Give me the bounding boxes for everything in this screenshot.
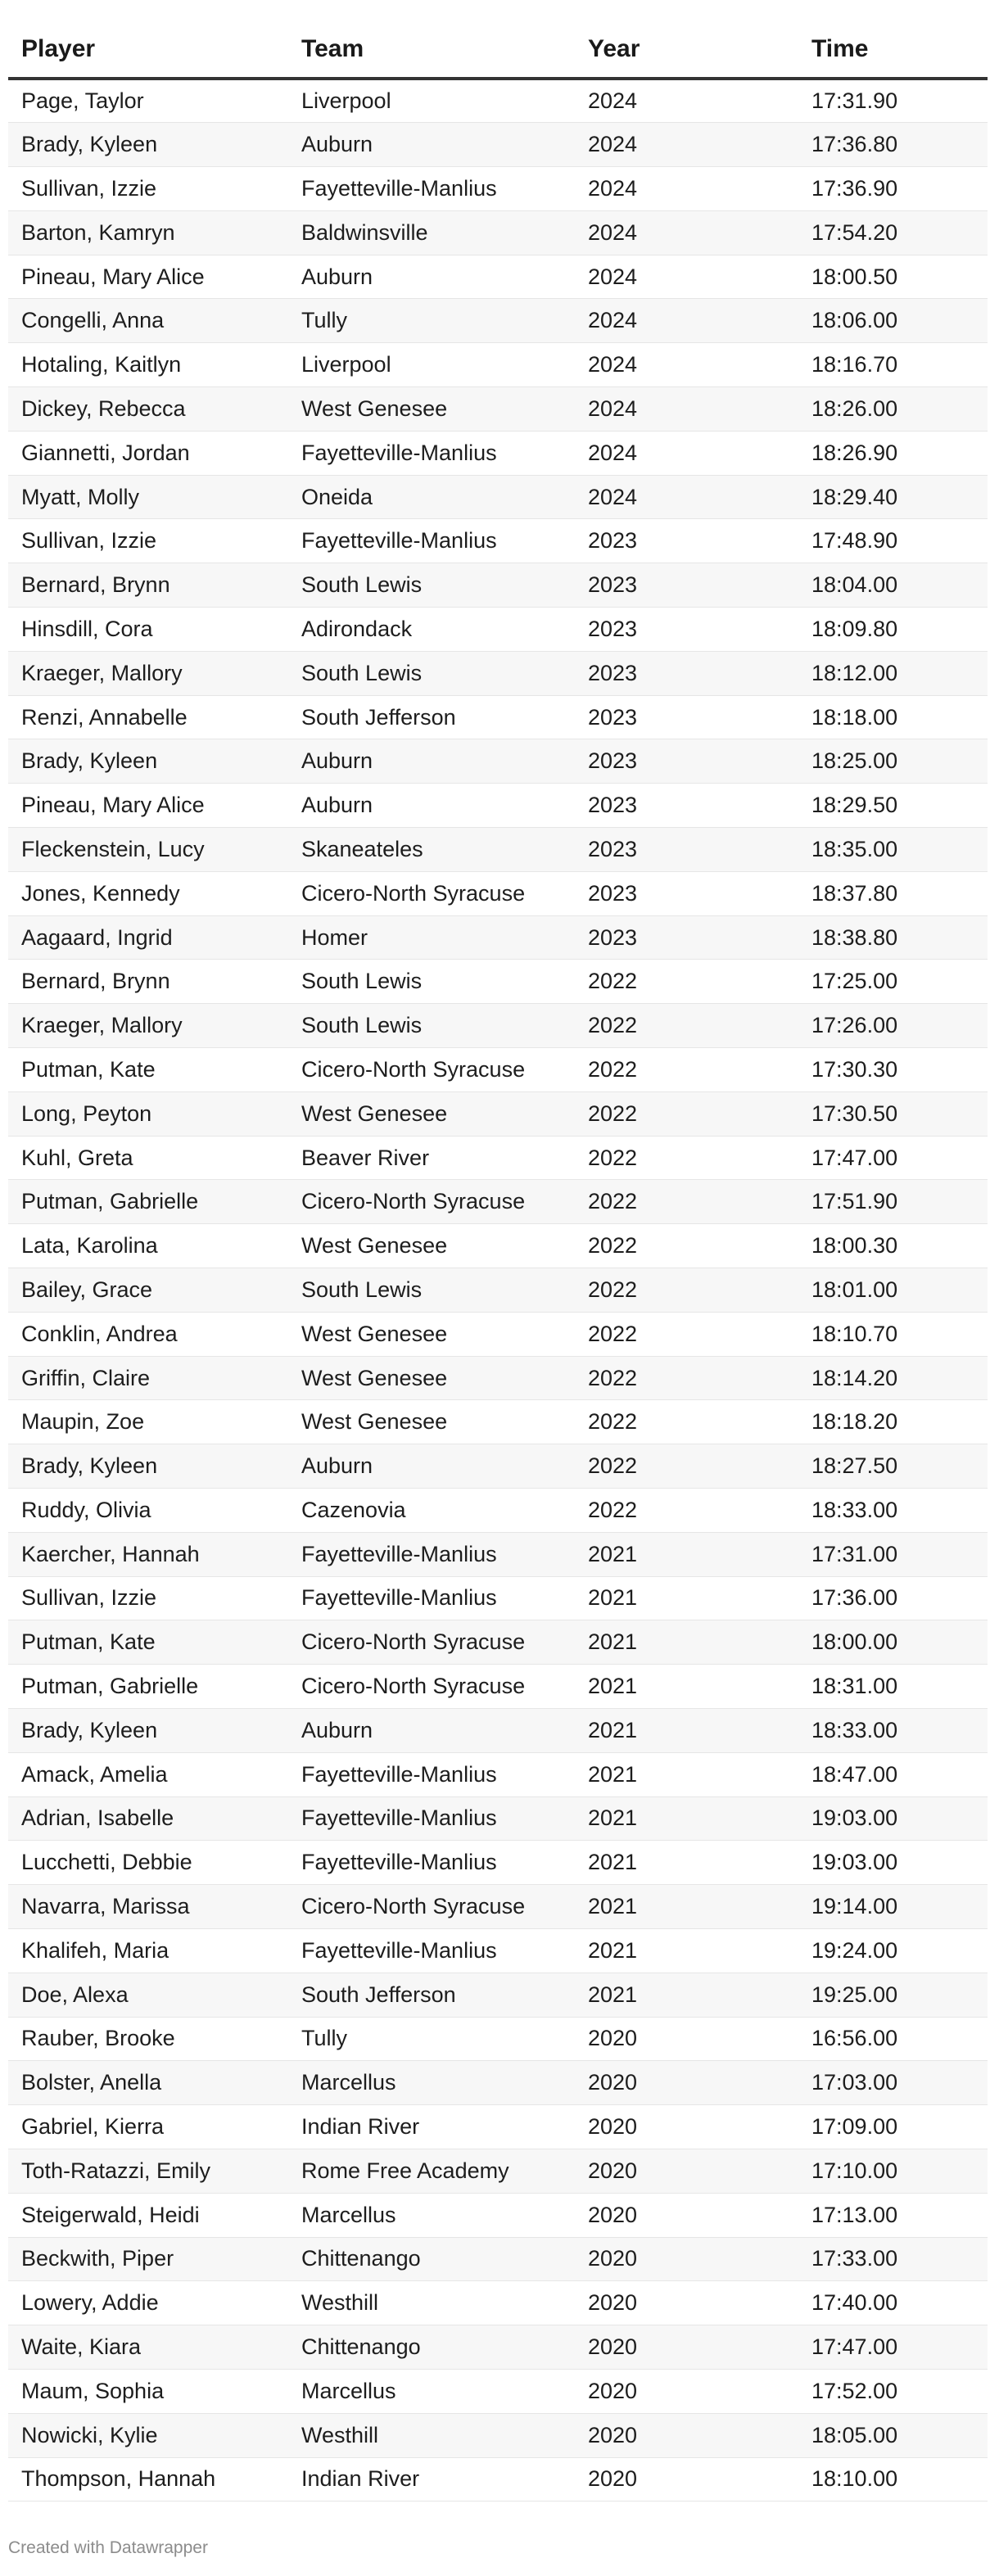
year-cell: 2022 <box>575 1400 798 1444</box>
table-row <box>8 1708 988 1752</box>
player-cell: Jones, Kennedy <box>8 871 288 915</box>
year-cell: 2023 <box>575 828 798 872</box>
player-cell: Long, Peyton <box>8 1091 288 1136</box>
player-cell: Maum, Sophia <box>8 2369 288 2413</box>
table-row <box>8 1048 988 1092</box>
team-cell: South Lewis <box>288 960 575 1004</box>
table-row <box>8 519 988 563</box>
player-cell: Bailey, Grace <box>8 1268 288 1313</box>
year-cell: 2024 <box>575 167 798 211</box>
time-cell: 17:09.00 <box>798 2105 988 2149</box>
time-cell: 18:29.50 <box>798 784 988 828</box>
year-cell: 2020 <box>575 2457 798 2501</box>
year-cell: 2023 <box>575 563 798 608</box>
table-row <box>8 1620 988 1665</box>
team-cell: Cicero-North Syracuse <box>288 1620 575 1665</box>
time-cell: 18:29.40 <box>798 475 988 519</box>
time-cell: 16:56.00 <box>798 2017 988 2061</box>
time-cell: 18:00.30 <box>798 1224 988 1268</box>
time-cell: 18:06.00 <box>798 299 988 343</box>
time-cell: 18:16.70 <box>798 343 988 387</box>
team-cell: South Lewis <box>288 1268 575 1313</box>
year-cell: 2020 <box>575 2193 798 2237</box>
team-cell: Auburn <box>288 123 575 167</box>
table-row <box>8 2017 988 2061</box>
team-cell: Cicero-North Syracuse <box>288 1048 575 1092</box>
team-cell: South Jefferson <box>288 1973 575 2017</box>
table-row <box>8 1004 988 1048</box>
team-cell: Rome Free Academy <box>288 2149 575 2193</box>
player-cell: Sullivan, Izzie <box>8 519 288 563</box>
team-cell: Fayetteville-Manlius <box>288 1841 575 1885</box>
player-cell: Myatt, Molly <box>8 475 288 519</box>
table-row <box>8 1444 988 1489</box>
team-cell: Beaver River <box>288 1136 575 1180</box>
table-row <box>8 1400 988 1444</box>
team-cell: West Genesee <box>288 387 575 432</box>
team-cell: Cicero-North Syracuse <box>288 871 575 915</box>
player-cell: Putman, Gabrielle <box>8 1665 288 1709</box>
player-cell: Putman, Gabrielle <box>8 1180 288 1224</box>
year-cell: 2022 <box>575 1091 798 1136</box>
year-cell: 2023 <box>575 871 798 915</box>
table-row <box>8 960 988 1004</box>
year-cell: 2024 <box>575 210 798 255</box>
year-cell: 2024 <box>575 255 798 299</box>
player-cell: Kuhl, Greta <box>8 1136 288 1180</box>
player-cell: Waite, Kiara <box>8 2325 288 2370</box>
player-cell: Khalifeh, Maria <box>8 1928 288 1973</box>
table-row <box>8 2105 988 2149</box>
time-cell: 17:36.80 <box>798 123 988 167</box>
table-row <box>8 2149 988 2193</box>
table-row <box>8 828 988 872</box>
player-cell: Fleckenstein, Lucy <box>8 828 288 872</box>
team-cell: Marcellus <box>288 2061 575 2105</box>
player-cell: Putman, Kate <box>8 1048 288 1092</box>
team-cell: Auburn <box>288 1708 575 1752</box>
time-cell: 19:24.00 <box>798 1928 988 1973</box>
time-cell: 18:05.00 <box>798 2413 988 2457</box>
header-year[interactable]: Year <box>575 21 798 79</box>
table-row <box>8 255 988 299</box>
player-cell: Dickey, Rebecca <box>8 387 288 432</box>
header-team[interactable]: Team <box>288 21 575 79</box>
table-row <box>8 1928 988 1973</box>
time-cell: 18:18.20 <box>798 1400 988 1444</box>
year-cell: 2023 <box>575 651 798 695</box>
year-cell: 2022 <box>575 1004 798 1048</box>
time-cell: 17:26.00 <box>798 1004 988 1048</box>
team-cell: Tully <box>288 2017 575 2061</box>
year-cell: 2024 <box>575 123 798 167</box>
player-cell: Barton, Kamryn <box>8 210 288 255</box>
team-cell: Skaneateles <box>288 828 575 872</box>
table-row <box>8 739 988 784</box>
table-row <box>8 2281 988 2325</box>
year-cell: 2020 <box>575 2105 798 2149</box>
year-cell: 2022 <box>575 1224 798 1268</box>
table-row <box>8 1665 988 1709</box>
year-cell: 2021 <box>575 1885 798 1929</box>
team-cell: Indian River <box>288 2105 575 2149</box>
team-cell: South Jefferson <box>288 695 575 739</box>
table-row <box>8 210 988 255</box>
year-cell: 2020 <box>575 2281 798 2325</box>
year-cell: 2021 <box>575 1841 798 1885</box>
header-player[interactable]: Player <box>8 21 288 79</box>
player-cell: Lowery, Addie <box>8 2281 288 2325</box>
table-row <box>8 1312 988 1356</box>
year-cell: 2021 <box>575 1576 798 1620</box>
footer-credit[interactable]: Created with Datawrapper <box>8 2538 208 2557</box>
player-cell: Renzi, Annabelle <box>8 695 288 739</box>
team-cell: Auburn <box>288 255 575 299</box>
year-cell: 2021 <box>575 1796 798 1841</box>
team-cell: West Genesee <box>288 1091 575 1136</box>
player-cell: Kraeger, Mallory <box>8 1004 288 1048</box>
table-row <box>8 915 988 960</box>
year-cell: 2022 <box>575 1312 798 1356</box>
team-cell: South Lewis <box>288 1004 575 1048</box>
time-cell: 17:13.00 <box>798 2193 988 2237</box>
player-cell: Congelli, Anna <box>8 299 288 343</box>
team-cell: Chittenango <box>288 2237 575 2281</box>
year-cell: 2020 <box>575 2325 798 2370</box>
player-cell: Lucchetti, Debbie <box>8 1841 288 1885</box>
team-cell: Adirondack <box>288 608 575 652</box>
player-cell: Brady, Kyleen <box>8 123 288 167</box>
year-cell: 2024 <box>575 475 798 519</box>
player-cell: Ruddy, Olivia <box>8 1489 288 1533</box>
team-cell: Fayetteville-Manlius <box>288 1928 575 1973</box>
year-cell: 2024 <box>575 299 798 343</box>
team-cell: West Genesee <box>288 1400 575 1444</box>
time-cell: 18:00.00 <box>798 1620 988 1665</box>
time-cell: 17:03.00 <box>798 2061 988 2105</box>
table-row <box>8 2457 988 2501</box>
player-cell: Brady, Kyleen <box>8 1444 288 1489</box>
player-cell: Maupin, Zoe <box>8 1400 288 1444</box>
team-cell: Liverpool <box>288 343 575 387</box>
results-table-container <box>8 21 988 2501</box>
player-cell: Kraeger, Mallory <box>8 651 288 695</box>
player-cell: Adrian, Isabelle <box>8 1796 288 1841</box>
table-row <box>8 431 988 475</box>
time-cell: 18:33.00 <box>798 1708 988 1752</box>
year-cell: 2020 <box>575 2061 798 2105</box>
player-cell: Toth-Ratazzi, Emily <box>8 2149 288 2193</box>
year-cell: 2022 <box>575 1180 798 1224</box>
time-cell: 18:31.00 <box>798 1665 988 1709</box>
team-cell: Westhill <box>288 2281 575 2325</box>
player-cell: Doe, Alexa <box>8 1973 288 2017</box>
year-cell: 2020 <box>575 2237 798 2281</box>
time-cell: 17:30.50 <box>798 1091 988 1136</box>
time-cell: 18:25.00 <box>798 739 988 784</box>
time-cell: 18:10.00 <box>798 2457 988 2501</box>
table-row <box>8 1356 988 1400</box>
time-cell: 18:12.00 <box>798 651 988 695</box>
player-cell: Thompson, Hannah <box>8 2457 288 2501</box>
year-cell: 2023 <box>575 739 798 784</box>
team-cell: Fayetteville-Manlius <box>288 1796 575 1841</box>
team-cell: West Genesee <box>288 1356 575 1400</box>
table-row <box>8 2193 988 2237</box>
time-cell: 17:54.20 <box>798 210 988 255</box>
time-cell: 18:47.00 <box>798 1752 988 1796</box>
table-row <box>8 1841 988 1885</box>
team-cell: Cicero-North Syracuse <box>288 1665 575 1709</box>
table-row <box>8 1224 988 1268</box>
player-cell: Sullivan, Izzie <box>8 1576 288 1620</box>
year-cell: 2023 <box>575 608 798 652</box>
time-cell: 17:30.30 <box>798 1048 988 1092</box>
player-cell: Conklin, Andrea <box>8 1312 288 1356</box>
time-cell: 19:25.00 <box>798 1973 988 2017</box>
year-cell: 2021 <box>575 1708 798 1752</box>
table-row <box>8 1973 988 2017</box>
team-cell: Westhill <box>288 2413 575 2457</box>
table-row <box>8 387 988 432</box>
time-cell: 18:37.80 <box>798 871 988 915</box>
team-cell: West Genesee <box>288 1224 575 1268</box>
table-row <box>8 1091 988 1136</box>
player-cell: Bernard, Brynn <box>8 563 288 608</box>
team-cell: Fayetteville-Manlius <box>288 1752 575 1796</box>
table-row <box>8 563 988 608</box>
time-cell: 17:25.00 <box>798 960 988 1004</box>
year-cell: 2020 <box>575 2017 798 2061</box>
year-cell: 2023 <box>575 519 798 563</box>
time-cell: 17:33.00 <box>798 2237 988 2281</box>
player-cell: Brady, Kyleen <box>8 1708 288 1752</box>
year-cell: 2022 <box>575 960 798 1004</box>
player-cell: Hotaling, Kaitlyn <box>8 343 288 387</box>
player-cell: Giannetti, Jordan <box>8 431 288 475</box>
team-cell: Fayetteville-Manlius <box>288 1532 575 1576</box>
player-cell: Amack, Amelia <box>8 1752 288 1796</box>
year-cell: 2021 <box>575 1620 798 1665</box>
table-row <box>8 1532 988 1576</box>
team-cell: South Lewis <box>288 651 575 695</box>
team-cell: South Lewis <box>288 563 575 608</box>
player-cell: Griffin, Claire <box>8 1356 288 1400</box>
player-cell: Steigerwald, Heidi <box>8 2193 288 2237</box>
player-cell: Kaercher, Hannah <box>8 1532 288 1576</box>
team-cell: Fayetteville-Manlius <box>288 1576 575 1620</box>
player-cell: Hinsdill, Cora <box>8 608 288 652</box>
player-cell: Beckwith, Piper <box>8 2237 288 2281</box>
time-cell: 18:01.00 <box>798 1268 988 1313</box>
player-cell: Pineau, Mary Alice <box>8 784 288 828</box>
table-row <box>8 1180 988 1224</box>
team-cell: Cazenovia <box>288 1489 575 1533</box>
year-cell: 2021 <box>575 1665 798 1709</box>
year-cell: 2021 <box>575 1973 798 2017</box>
table-row <box>8 123 988 167</box>
year-cell: 2021 <box>575 1752 798 1796</box>
time-cell: 17:31.90 <box>798 79 988 123</box>
time-cell: 18:33.00 <box>798 1489 988 1533</box>
time-cell: 18:04.00 <box>798 563 988 608</box>
team-cell: Oneida <box>288 475 575 519</box>
table-row <box>8 2369 988 2413</box>
time-cell: 19:03.00 <box>798 1841 988 1885</box>
table-row <box>8 475 988 519</box>
time-cell: 18:10.70 <box>798 1312 988 1356</box>
team-cell: Indian River <box>288 2457 575 2501</box>
time-cell: 17:47.00 <box>798 1136 988 1180</box>
table-row <box>8 695 988 739</box>
time-cell: 18:27.50 <box>798 1444 988 1489</box>
team-cell: Fayetteville-Manlius <box>288 519 575 563</box>
time-cell: 17:10.00 <box>798 2149 988 2193</box>
table-row <box>8 2413 988 2457</box>
time-cell: 18:35.00 <box>798 828 988 872</box>
time-cell: 18:38.80 <box>798 915 988 960</box>
time-cell: 18:14.20 <box>798 1356 988 1400</box>
team-cell: Liverpool <box>288 79 575 123</box>
header-row <box>8 21 988 79</box>
team-cell: Marcellus <box>288 2369 575 2413</box>
player-cell: Brady, Kyleen <box>8 739 288 784</box>
year-cell: 2022 <box>575 1444 798 1489</box>
player-cell: Aagaard, Ingrid <box>8 915 288 960</box>
header-time[interactable]: Time <box>798 21 988 79</box>
year-cell: 2024 <box>575 343 798 387</box>
year-cell: 2021 <box>575 1532 798 1576</box>
time-cell: 18:26.00 <box>798 387 988 432</box>
time-cell: 19:14.00 <box>798 1885 988 1929</box>
team-cell: Auburn <box>288 739 575 784</box>
time-cell: 17:36.90 <box>798 167 988 211</box>
year-cell: 2022 <box>575 1268 798 1313</box>
time-cell: 17:52.00 <box>798 2369 988 2413</box>
time-cell: 17:47.00 <box>798 2325 988 2370</box>
player-cell: Rauber, Brooke <box>8 2017 288 2061</box>
time-cell: 18:00.50 <box>798 255 988 299</box>
table-row <box>8 2061 988 2105</box>
time-cell: 17:31.00 <box>798 1532 988 1576</box>
team-cell: Fayetteville-Manlius <box>288 431 575 475</box>
year-cell: 2020 <box>575 2413 798 2457</box>
table-row <box>8 1885 988 1929</box>
year-cell: 2024 <box>575 387 798 432</box>
year-cell: 2022 <box>575 1489 798 1533</box>
table-row <box>8 1796 988 1841</box>
time-cell: 18:09.80 <box>798 608 988 652</box>
table-row <box>8 299 988 343</box>
table-row <box>8 871 988 915</box>
table-row <box>8 79 988 123</box>
team-cell: West Genesee <box>288 1312 575 1356</box>
table-row <box>8 1576 988 1620</box>
year-cell: 2022 <box>575 1356 798 1400</box>
year-cell: 2024 <box>575 79 798 123</box>
team-cell: Chittenango <box>288 2325 575 2370</box>
time-cell: 19:03.00 <box>798 1796 988 1841</box>
table-row <box>8 2325 988 2370</box>
table-header <box>8 21 988 79</box>
time-cell: 17:51.90 <box>798 1180 988 1224</box>
team-cell: Cicero-North Syracuse <box>288 1180 575 1224</box>
year-cell: 2023 <box>575 695 798 739</box>
time-cell: 18:26.90 <box>798 431 988 475</box>
player-cell: Nowicki, Kylie <box>8 2413 288 2457</box>
year-cell: 2021 <box>575 1928 798 1973</box>
team-cell: Auburn <box>288 784 575 828</box>
time-cell: 17:48.90 <box>798 519 988 563</box>
player-cell: Bolster, Anella <box>8 2061 288 2105</box>
player-cell: Gabriel, Kierra <box>8 2105 288 2149</box>
table-row <box>8 784 988 828</box>
table-row <box>8 1752 988 1796</box>
year-cell: 2022 <box>575 1048 798 1092</box>
player-cell: Lata, Karolina <box>8 1224 288 1268</box>
year-cell: 2020 <box>575 2149 798 2193</box>
year-cell: 2020 <box>575 2369 798 2413</box>
team-cell: Cicero-North Syracuse <box>288 1885 575 1929</box>
table-row <box>8 651 988 695</box>
player-cell: Putman, Kate <box>8 1620 288 1665</box>
player-cell: Bernard, Brynn <box>8 960 288 1004</box>
player-cell: Pineau, Mary Alice <box>8 255 288 299</box>
table-row <box>8 167 988 211</box>
player-cell: Sullivan, Izzie <box>8 167 288 211</box>
table-row <box>8 1268 988 1313</box>
table-body <box>8 79 988 2501</box>
time-cell: 17:36.00 <box>798 1576 988 1620</box>
time-cell: 17:40.00 <box>798 2281 988 2325</box>
results-table <box>8 21 988 2501</box>
table-row <box>8 2237 988 2281</box>
table-row <box>8 343 988 387</box>
team-cell: Homer <box>288 915 575 960</box>
team-cell: Marcellus <box>288 2193 575 2237</box>
year-cell: 2023 <box>575 915 798 960</box>
time-cell: 18:18.00 <box>798 695 988 739</box>
year-cell: 2022 <box>575 1136 798 1180</box>
year-cell: 2023 <box>575 784 798 828</box>
table-row <box>8 1489 988 1533</box>
team-cell: Baldwinsville <box>288 210 575 255</box>
table-row <box>8 608 988 652</box>
player-cell: Navarra, Marissa <box>8 1885 288 1929</box>
team-cell: Auburn <box>288 1444 575 1489</box>
table-row <box>8 1136 988 1180</box>
team-cell: Tully <box>288 299 575 343</box>
team-cell: Fayetteville-Manlius <box>288 167 575 211</box>
player-cell: Page, Taylor <box>8 79 288 123</box>
year-cell: 2024 <box>575 431 798 475</box>
